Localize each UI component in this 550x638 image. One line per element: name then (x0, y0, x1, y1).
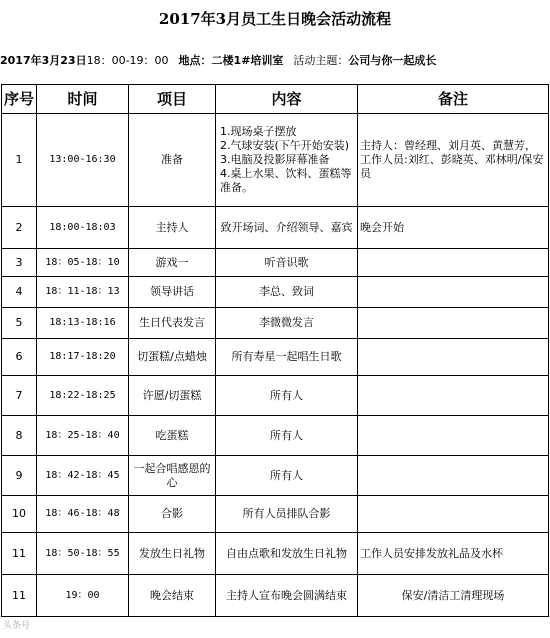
row-number: 11 (2, 575, 37, 617)
row-content: 致开场词、介绍领导、嘉宾 (216, 207, 358, 249)
row-time: 18:00-18:03 (37, 207, 129, 249)
row-item: 一起合唱感恩的心 (129, 456, 216, 496)
info-bar (0, 46, 550, 74)
document-title: 2017年3月员工生日晚会活动流程 (158, 9, 392, 28)
row-content: 主持人宣布晚会圆满结束 (216, 575, 358, 617)
row-time: 18：50-18：55 (37, 533, 129, 575)
row-time: 18：42-18：45 (37, 456, 129, 496)
col-header-note: 备注 (358, 85, 549, 114)
event-time: 18：00-19：00 (86, 54, 169, 67)
row-time: 18:17-18:20 (37, 339, 129, 376)
row-number: 11 (2, 533, 37, 575)
row-content: 所有人 (216, 376, 358, 416)
row-note (358, 456, 549, 496)
table-row (2, 575, 549, 617)
row-item: 游戏一 (129, 249, 216, 277)
row-content: 所有人员排队合影 (216, 496, 358, 533)
row-number: 4 (2, 277, 37, 308)
row-number: 1 (2, 114, 37, 207)
row-number: 2 (2, 207, 37, 249)
table-row (2, 207, 549, 249)
row-time: 18：25-18：40 (37, 416, 129, 456)
location-label: 地点： (178, 54, 212, 67)
row-note (358, 308, 549, 339)
row-time: 18：11-18：13 (37, 277, 129, 308)
row-note (358, 339, 549, 376)
table-row (2, 456, 549, 496)
row-content: 李总、致词 (216, 277, 358, 308)
row-number: 5 (2, 308, 37, 339)
row-number: 10 (2, 496, 37, 533)
row-content: 听音识歌 (216, 249, 358, 277)
table-row (2, 496, 549, 533)
row-item: 吃蛋糕 (129, 416, 216, 456)
row-content: 所有人 (216, 456, 358, 496)
row-content: 1.现场桌子摆放 2.气球安装(下午开始安装) 3.电脑及投影屏幕准备 4.桌上水果、饮料、蛋糕等准备。 (216, 114, 358, 207)
table-row (2, 376, 549, 416)
table-row (2, 308, 549, 339)
event-date: 2017年3月23日 (0, 54, 87, 67)
table-header-row (2, 85, 549, 114)
row-item: 切蛋糕/点蜡烛 (129, 339, 216, 376)
row-item: 准备 (129, 114, 216, 207)
row-note (358, 496, 549, 533)
schedule-table (1, 84, 549, 617)
col-header-content: 内容 (216, 85, 358, 114)
col-header-item: 项目 (129, 85, 216, 114)
table-row (2, 533, 549, 575)
row-item: 许愿/切蛋糕 (129, 376, 216, 416)
row-content: 自由点歌和发放生日礼物 (216, 533, 358, 575)
table-row (2, 277, 549, 308)
table-row (2, 249, 549, 277)
row-item: 领导讲话 (129, 277, 216, 308)
table-row (2, 416, 549, 456)
row-content: 所有寿星一起唱生日歌 (216, 339, 358, 376)
row-time: 18：05-18：10 (37, 249, 129, 277)
row-item: 发放生日礼物 (129, 533, 216, 575)
location-value: 二楼1#培训室 (211, 54, 284, 67)
row-item: 合影 (129, 496, 216, 533)
row-note: 主持人：曾经理、刘月英、黄慧芳，工作人员:刘红、彭晓英、邓林明/保安员 (358, 114, 549, 207)
col-header-time: 时间 (37, 85, 129, 114)
theme-label: 活动主题： (293, 54, 349, 67)
row-time: 19：00 (37, 575, 129, 617)
row-time: 18:22-18:25 (37, 376, 129, 416)
row-note (358, 249, 549, 277)
row-number: 8 (2, 416, 37, 456)
row-note (358, 277, 549, 308)
row-time: 18：46-18：48 (37, 496, 129, 533)
watermark-text: 头条号 (3, 621, 31, 631)
row-number: 6 (2, 339, 37, 376)
row-number: 7 (2, 376, 37, 416)
row-time: 13:00-16:30 (37, 114, 129, 207)
table-row (2, 339, 549, 376)
row-time: 18:13-18:16 (37, 308, 129, 339)
row-note: 工作人员安排发放礼品及水杯 (358, 533, 549, 575)
col-header-no: 序号 (2, 85, 37, 114)
theme-value: 公司与你一起成长 (348, 54, 437, 67)
row-number: 3 (2, 249, 37, 277)
row-note (358, 376, 549, 416)
table-row (2, 114, 549, 207)
row-item: 生日代表发言 (129, 308, 216, 339)
row-item: 晚会结束 (129, 575, 216, 617)
row-note (358, 416, 549, 456)
row-content: 李微微发言 (216, 308, 358, 339)
row-item: 主持人 (129, 207, 216, 249)
row-note: 保安/清洁工清理现场 (358, 575, 549, 617)
row-number: 9 (2, 456, 37, 496)
row-content: 所有人 (216, 416, 358, 456)
row-note: 晚会开始 (358, 207, 549, 249)
